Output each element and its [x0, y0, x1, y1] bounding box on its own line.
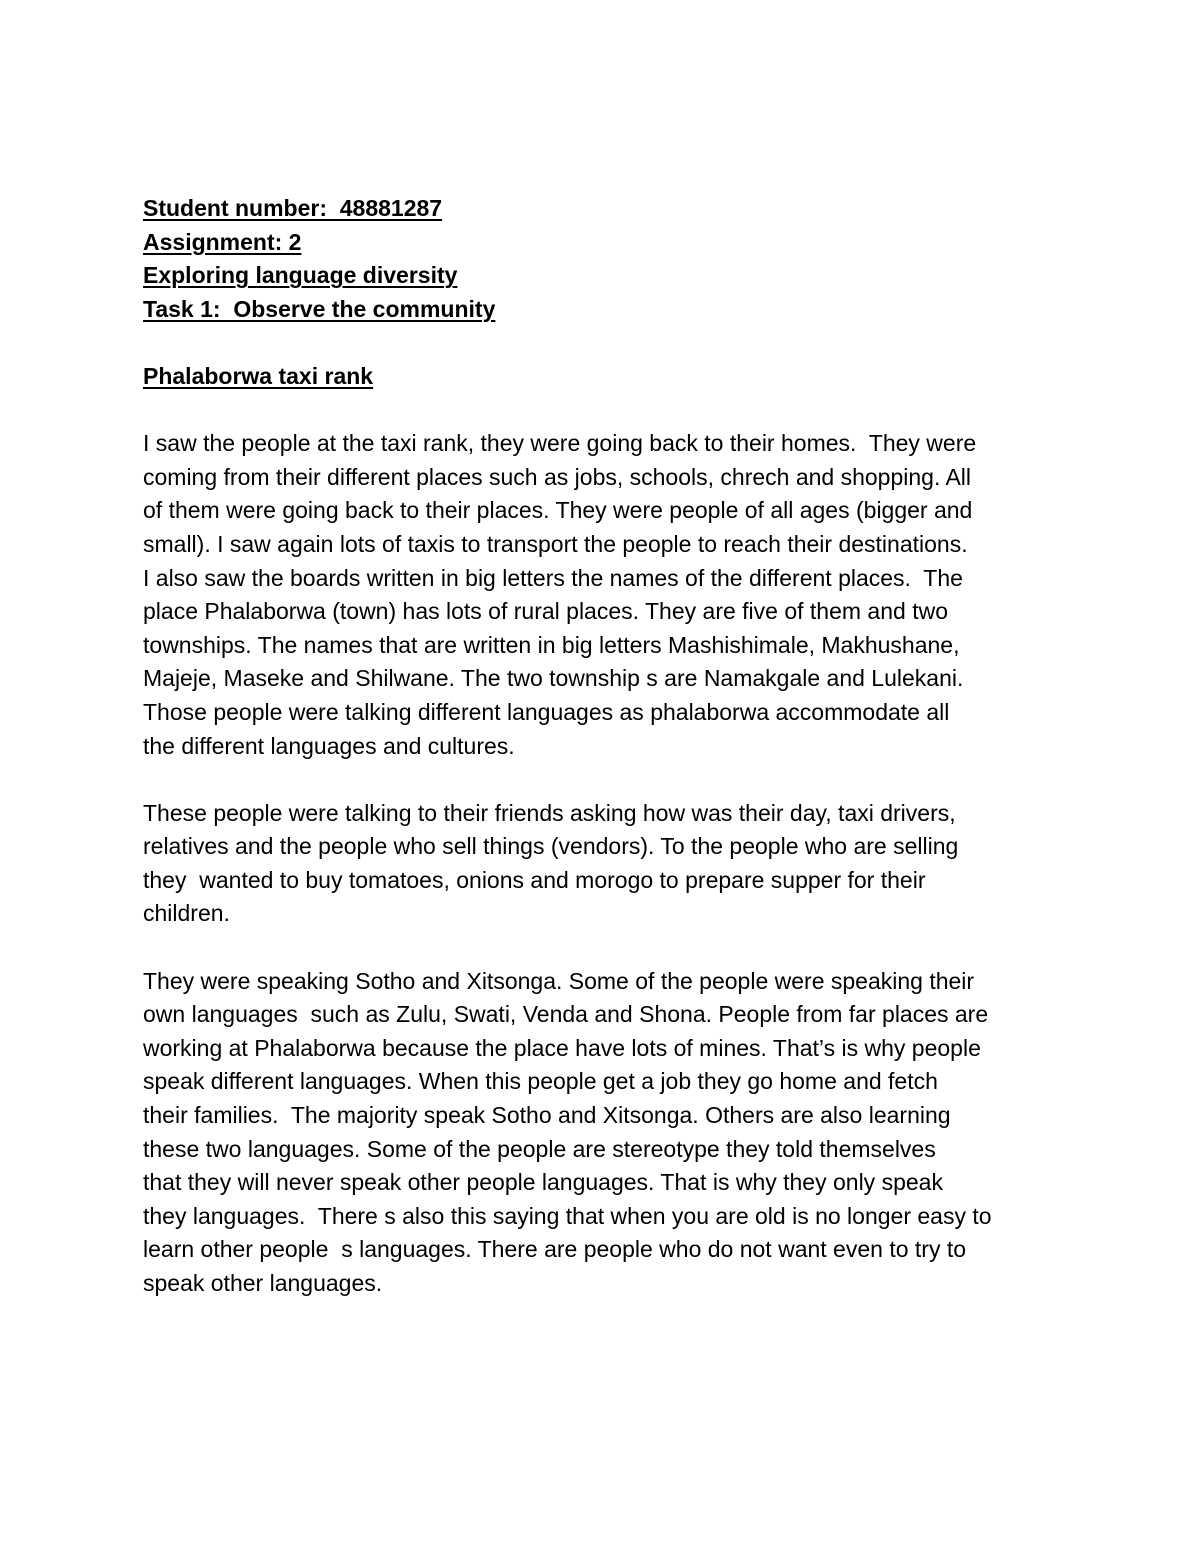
paragraph-line: They were speaking Sotho and Xitsonga. Some of the people were speaking their: [143, 967, 975, 994]
paragraph-line: These people were talking to their friends asking how was their day, taxi drivers,: [143, 799, 956, 826]
paragraph-line: learn other people s languages. There are people who do not want even to try to: [143, 1236, 967, 1263]
paragraph-line: relatives and the people who sell things (vendors). To the people who are selling: [143, 833, 959, 860]
paragraph-line: working at Phalaborwa because the place have lots of mines. That’s is why people: [143, 1034, 981, 1061]
spacer: [143, 326, 1063, 360]
spacer: [143, 931, 1063, 965]
spacer: [143, 394, 1063, 428]
section-heading: Phalaborwa taxi rank: [143, 362, 374, 389]
paragraph-line: speak other languages.: [143, 1270, 383, 1296]
task-title: Task 1: Observe the community: [143, 295, 496, 322]
paragraph-3: [143, 965, 1063, 1301]
paragraph-line: Those people were talking different languages as phalaborwa accommodate all: [143, 698, 950, 725]
paragraph-1: [143, 427, 1063, 763]
paragraph-line: these two languages. Some of the people are stereotype they told themselves: [143, 1135, 936, 1162]
paragraph-line: speak different languages. When this people get a job they go home and fetch: [143, 1068, 938, 1095]
paragraph-2: [143, 797, 1063, 931]
paragraph-line: they wanted to buy tomatoes, onions and morogo to prepare supper for their: [143, 866, 926, 893]
paragraph-line: townships. The names that are written in big letters Mashishimale, Makhushane,: [143, 631, 960, 658]
paragraph-line: own languages such as Zulu, Swati, Venda and Shona. People from far places are: [143, 1001, 989, 1028]
paragraph-line: I saw the people at the taxi rank, they were going back to their homes. They were: [143, 430, 977, 457]
paragraph-line: Majeje, Maseke and Shilwane. The two township s are Namakgale and Lulekani.: [143, 665, 964, 692]
paragraph-line: of them were going back to their places. They were people of all ages (bigger and: [143, 497, 973, 524]
spacer: [143, 763, 1063, 797]
paragraph-line: I also saw the boards written in big letters the names of the different places. The: [143, 564, 963, 591]
paragraph-line: they languages. There s also this saying that when you are old is no longer easy to: [143, 1202, 992, 1229]
paragraph-line: that they will never speak other people languages. That is why they only speak: [143, 1169, 943, 1196]
paragraph-line: place Phalaborwa (town) has lots of rural places. They are five of them and two: [143, 598, 948, 625]
paragraph-line: the different languages and cultures.: [143, 732, 515, 759]
paragraph-line: coming from their different places such as jobs, schools, chrech and shopping. All: [143, 463, 972, 490]
paragraph-line: small). I saw again lots of taxis to transport the people to reach their destinations.: [143, 530, 968, 557]
paragraph-line: children.: [143, 900, 230, 927]
document-content: [143, 192, 1063, 1301]
student-number: Student number: 48881287: [143, 195, 443, 221]
document-title: Exploring language diversity: [143, 262, 458, 289]
assignment-number: Assignment: 2: [143, 228, 302, 255]
paragraph-line: their families. The majority speak Sotho and Xitsonga. Others are also learning: [143, 1102, 951, 1129]
